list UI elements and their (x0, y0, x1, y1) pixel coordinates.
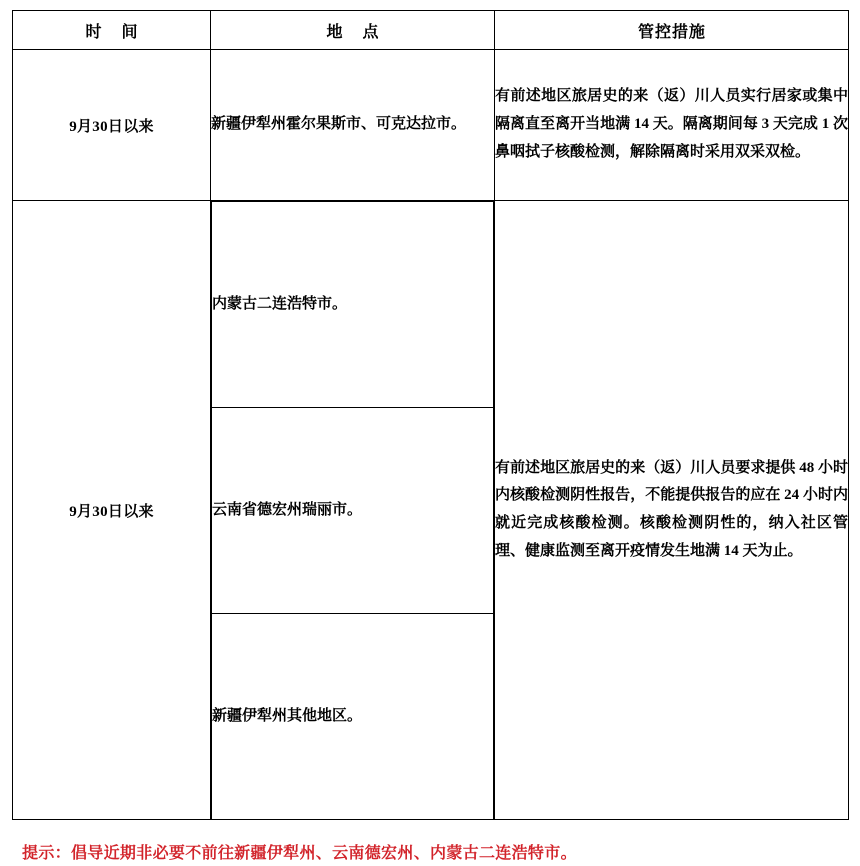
tip-note (12, 842, 848, 866)
header-place: 地 点 (211, 11, 495, 50)
table-header-row (13, 11, 849, 50)
row-time: 9月30日以来 (13, 201, 211, 820)
place-sublist (211, 201, 494, 819)
place-item: 云南省德宏州瑞丽市。 (212, 408, 494, 614)
row-place-group (211, 201, 495, 820)
header-time: 时 间 (13, 11, 211, 50)
epidemic-control-table (12, 10, 849, 820)
tip-text: 倡导近期非必要不前往新疆伊犁州、云南德宏州、内蒙古二连浩特市。 (70, 845, 577, 862)
tip-label: 提示： (22, 845, 71, 862)
table-row (13, 201, 849, 820)
place-item: 新疆伊犁州其他地区。 (212, 614, 494, 820)
header-measure: 管控措施 (495, 11, 849, 50)
place-item: 内蒙古二连浩特市。 (212, 202, 494, 408)
row-place: 新疆伊犁州霍尔果斯市、可克达拉市。 (211, 50, 495, 201)
row-time: 9月30日以来 (13, 50, 211, 201)
list-item (212, 614, 494, 820)
list-item (212, 202, 494, 408)
list-item (212, 408, 494, 614)
row-measure: 有前述地区旅居史的来（返）川人员要求提供 48 小时内核酸检测阴性报告，不能提供报告的应在 24 小时内就近完成核酸检测。核酸检测阴性的，纳入社区管理、健康监测至离开疫情发生地满 14 天为止。 (495, 201, 849, 820)
row-measure: 有前述地区旅居史的来（返）川人员实行居家或集中隔离直至离开当地满 14 天。隔离期间每 3 天完成 1 次鼻咽拭子核酸检测，解除隔离时采用双采双检。 (495, 50, 849, 201)
table-row (13, 50, 849, 201)
